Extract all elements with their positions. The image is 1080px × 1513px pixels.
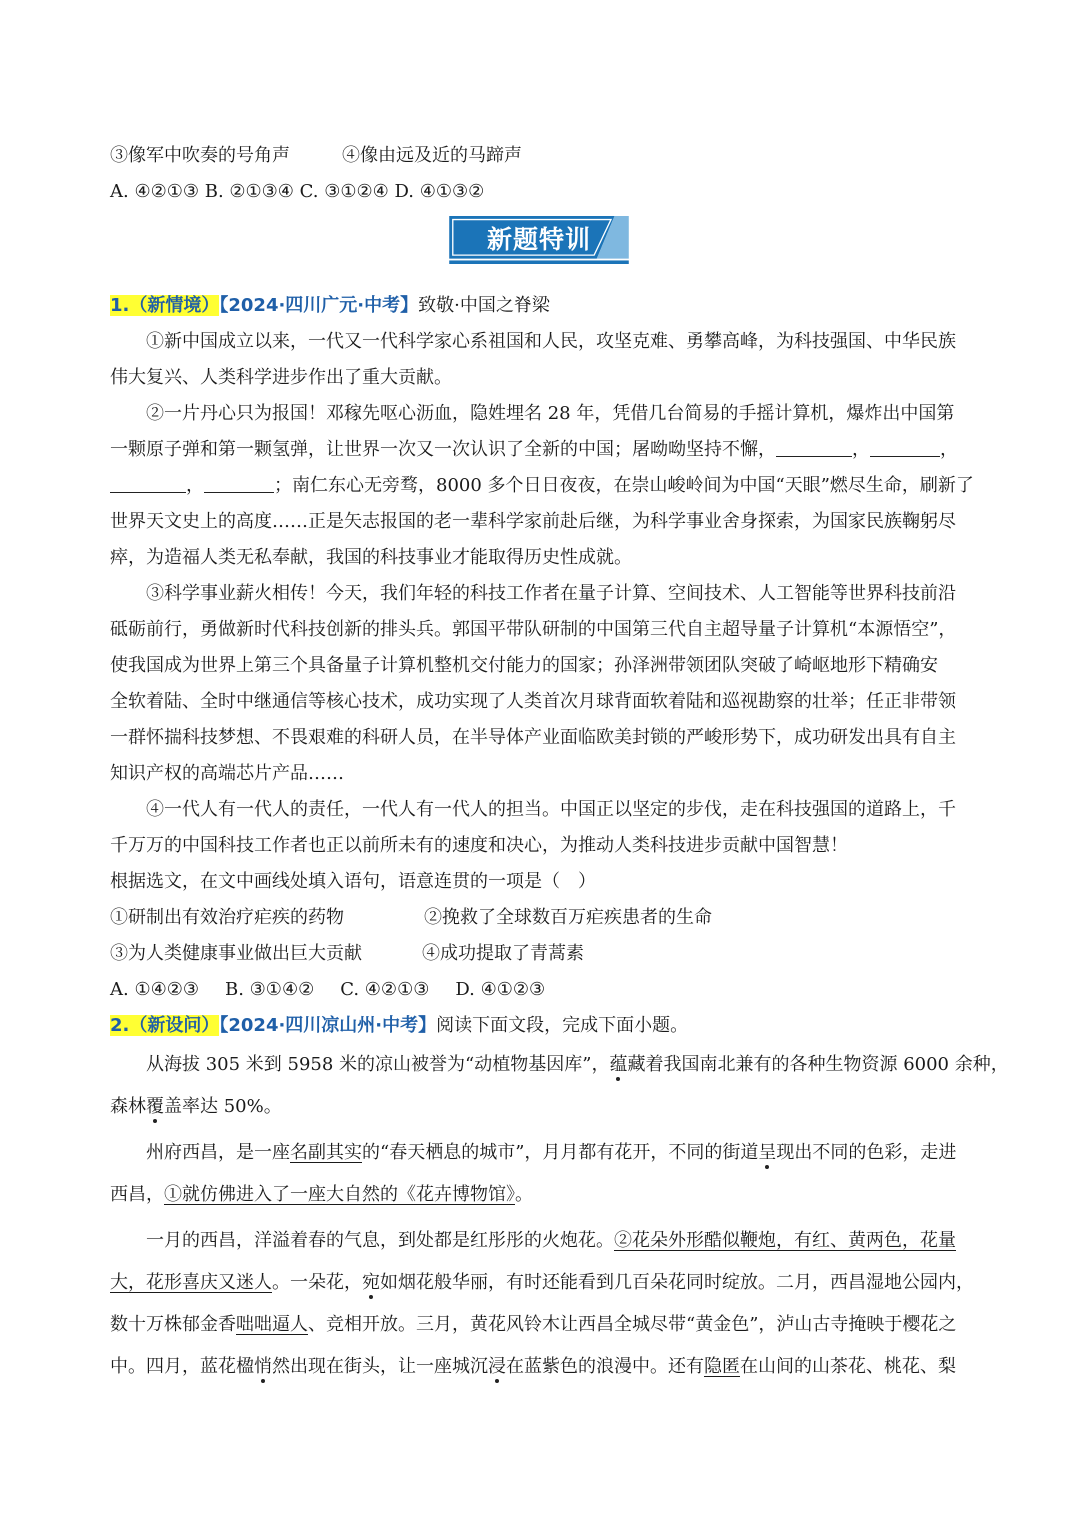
question-1-title: 致敬·中国之脊梁 — [418, 295, 550, 316]
fill-blank-4[interactable] — [204, 472, 274, 493]
dotted-char: 覆 — [146, 1096, 164, 1117]
q1-paragraph-1: ①新中国成立以来，一代又一代科学家心系祖国和人民，攻坚克难、勇攀高峰，为科技强国、中华民族 — [146, 331, 956, 352]
q1-choice-b[interactable]: B. ③①④② — [225, 979, 315, 1000]
fill-blank-3[interactable] — [110, 472, 186, 493]
q1-paragraph-3-line-4: 全软着陆、全时中继通信等核心技术，成功实现了人类首次月球背面软着陆和巡视勘察的壮举；任正非带领 — [110, 691, 956, 712]
q1-options-3-4 — [110, 936, 970, 972]
dotted-char: 宛 — [362, 1272, 380, 1293]
underlined-phrase: 名副其实 — [290, 1142, 362, 1163]
q1-option-1: ①研制出有效治疗疟疾的药物 — [110, 907, 344, 928]
q1-paragraph-2-line-4: 世界天文史上的高度……正是矢志报国的老一辈科学家前赴后继，为科学事业舍身探索，为国家民族鞠躬尽 — [110, 511, 956, 532]
underlined-sentence-2-cont: 大，花形喜庆又迷人 — [110, 1272, 272, 1293]
question-2-header — [110, 1008, 970, 1044]
q1-question-stem: 根据选文，在文中画线处填入语句，语意连贯的一项是（ ） — [110, 871, 596, 892]
question-2-source: 【2024·四川凉山州·中考】 — [219, 1015, 437, 1036]
q1-option-4: ④成功提取了青蒿素 — [422, 943, 584, 964]
fill-blank-2[interactable] — [870, 436, 940, 457]
q2-paragraph-3: 一月的西昌，洋溢着春的气息，到处都是红彤彤的火炮花。②花朵外形酷似鞭炮，有红、黄两色，花量 — [146, 1230, 956, 1251]
question-2-number: 2.（新设问） — [110, 1015, 220, 1036]
answer-choices-prev: A. ④②①③ B. ②①③④ C. ③①②④ D. ④①③② — [110, 181, 485, 202]
dotted-char: 蕴 — [609, 1054, 628, 1075]
q1-paragraph-3: ③科学事业薪火相传！今天，我们年轻的科技工作者在量子计算、空间技术、人工智能等世界科技前沿 — [146, 583, 956, 604]
q2-paragraph-2: 州府西昌，是一座名副其实的“春天栖息的城市”，月月都有花开，不同的街道呈现出不同的色彩，走进 — [146, 1142, 957, 1163]
q2-paragraph-1-line-2: 森林覆盖率达 50%。 — [110, 1096, 282, 1117]
underlined-phrase: 咄咄逼人 — [236, 1314, 308, 1335]
dotted-char: 浸 — [488, 1356, 506, 1377]
q1-options-1-2 — [110, 900, 970, 936]
question-1-number: 1.（新情境） — [110, 295, 220, 316]
option-3: ③像军中吹奏的号角声 — [110, 145, 290, 166]
q1-option-3: ③为人类健康事业做出巨大贡献 — [110, 943, 362, 964]
q1-paragraph-3-line-2: 砥砺前行，勇做新时代科技创新的排头兵。郭国平带队研制的中国第三代自主超导量子计算机“本源悟空”， — [110, 619, 957, 640]
underlined-sentence-1: ①就仿佛进入了一座大自然的《花卉博物馆》 — [164, 1184, 515, 1205]
q1-paragraph-2: ②一片丹心只为报国！邓稼先呕心沥血，隐姓埋名 28 年，凭借几台简易的手摇计算机，爆炸出中国第 — [146, 403, 955, 424]
q1-paragraph-3-line-5: 一群怀揣科技梦想、不畏艰难的科研人员，在半导体产业面临欧美封锁的严峻形势下，成功研发出具有自主 — [110, 727, 956, 748]
q1-paragraph-3-line-3: 使我国成为世界上第三个具备量子计算机整机交付能力的国家；孙泽洲带领团队突破了崎岖地形下精确安 — [110, 655, 938, 676]
q2-paragraph-3-line-3: 数十万株郁金香咄咄逼人、竞相开放。三月，黄花风铃木让西昌全城尽带“黄金色”，泸山古寺掩映于樱花之 — [110, 1314, 957, 1335]
q1-paragraph-4-line-2: 千万万的中国科技工作者也正以前所未有的速度和决心，为推动人类科技进步贡献中国智慧！ — [110, 835, 848, 856]
q1-answer-choices — [110, 972, 970, 1008]
q2-paragraph-3-line-4: 中。四月，蓝花楹悄然出现在街头，让一座城沉浸在蓝紫色的浪漫中。还有隐匿在山间的山茶花、桃花、梨 — [110, 1356, 956, 1377]
banner-title: 新题特训 — [486, 225, 591, 254]
q1-choice-d[interactable]: D. ④①②③ — [455, 979, 546, 1000]
q1-paragraph-2-line-2: 一颗原子弹和第一颗氢弹，让世界一次又一次认识了全新的中国；屠呦呦坚持不懈， ， ， — [110, 432, 970, 468]
fill-blank-1[interactable] — [776, 436, 852, 457]
option-line-3-4 — [110, 138, 970, 174]
q1-paragraph-4: ④一代人有一代人的责任，一代人有一代人的担当。中国正以坚定的步伐，走在科技强国的道路上，千 — [146, 799, 956, 820]
option-4: ④像由远及近的马蹄声 — [342, 145, 522, 166]
q2-paragraph-1: 从海拔 305 米到 5958 米的凉山被誉为“动植物基因库”，蕴藏着我国南北兼有的各种生物资源 6000 余种， — [146, 1054, 1009, 1075]
underlined-sentence-2: ②花朵外形酷似鞭炮，有红、黄两色，花量 — [614, 1230, 956, 1251]
q2-paragraph-3-line-2: 大，花形喜庆又迷人。一朵花，宛如烟花般华丽，有时还能看到几百朵花同时绽放。二月，西昌湿地公园内， — [110, 1272, 974, 1293]
q1-choice-a[interactable]: A. ①④②③ — [110, 979, 199, 1000]
section-banner — [110, 210, 970, 288]
question-1-source: 【2024·四川广元·中考】 — [219, 295, 419, 316]
question-2-title: 阅读下面文段，完成下面小题。 — [436, 1015, 689, 1036]
q1-paragraph-1-cont: 伟大复兴、人类科学进步作出了重大贡献。 — [110, 367, 452, 388]
question-1-header — [110, 288, 970, 324]
underlined-phrase: 隐匿 — [704, 1356, 740, 1377]
dotted-char: 悄 — [254, 1356, 272, 1377]
dotted-char: 呈 — [758, 1142, 777, 1163]
q1-paragraph-2-line-5: 瘁，为造福人类无私奉献，我国的科技事业才能取得历史性成就。 — [110, 547, 632, 568]
q1-choice-c[interactable]: C. ④②①③ — [340, 979, 430, 1000]
q1-option-2: ②挽救了全球数百万疟疾患者的生命 — [424, 907, 712, 928]
q1-paragraph-2-line-3: ， ；南仁东心无旁骛，8000 多个日日夜夜，在崇山峻岭间为中国“天眼”燃尽生命，刷新了 — [110, 468, 970, 504]
document-page — [110, 138, 1009, 1388]
q2-paragraph-2-line-2: 西昌，①就仿佛进入了一座大自然的《花卉博物馆》。 — [110, 1184, 533, 1205]
q1-paragraph-3-line-6: 知识产权的高端芯片产品…… — [110, 763, 344, 784]
